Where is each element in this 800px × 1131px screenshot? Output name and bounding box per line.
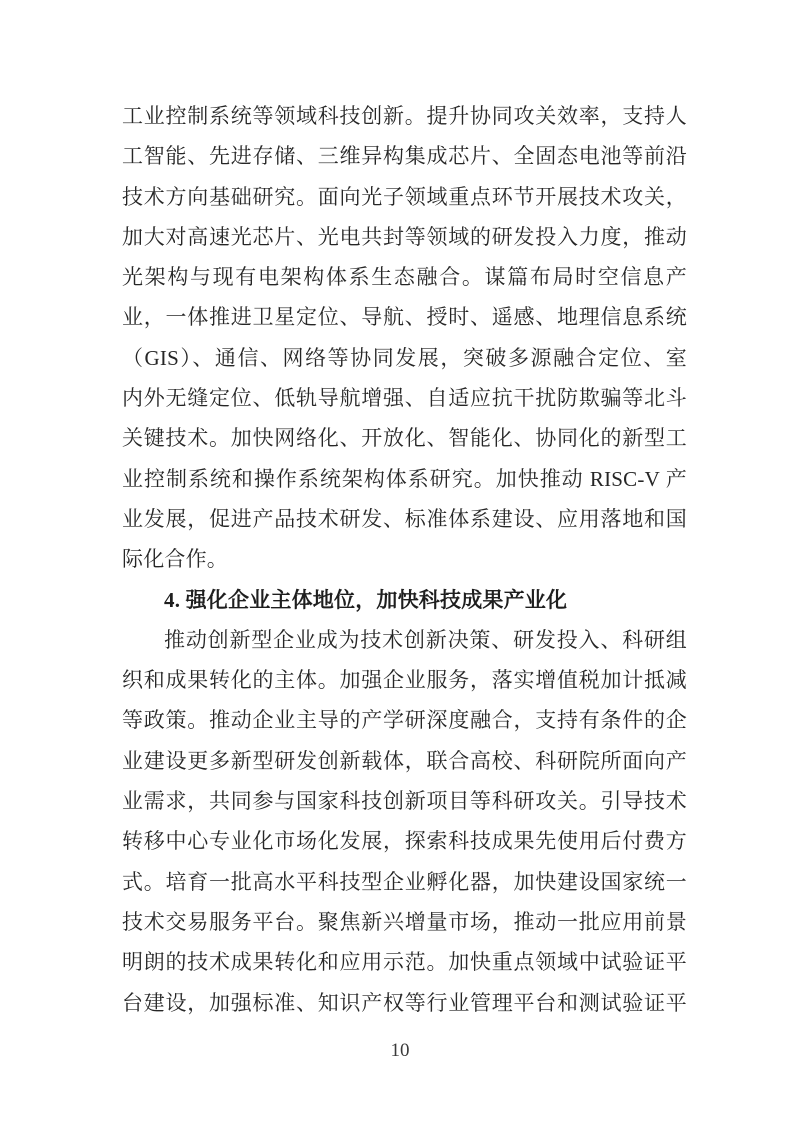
text-line: 织和成果转化的主体。加强企业服务，落实增值税加计抵减 xyxy=(122,668,687,693)
text-line: 业控制系统和操作系统架构体系研究。加快推动 RISC-V 产 xyxy=(122,466,687,491)
text-line: 际化合作。 xyxy=(122,547,228,572)
text-line: 业建设更多新型研发创新载体，联合高校、科研院所面向产 xyxy=(122,748,687,773)
text-line: 台建设，加强标准、知识产权等行业管理平台和测试验证平 xyxy=(122,990,687,1015)
page-number: 10 xyxy=(390,1040,410,1061)
text-line: 业发展，促进产品技术研发、标准体系建设、应用落地和国 xyxy=(122,506,687,531)
text-line: 等政策。推动企业主导的产学研深度融合，支持有条件的企 xyxy=(122,708,687,733)
text-line: 工业控制系统等领域科技创新。提升协同攻关效率，支持人 xyxy=(122,104,687,128)
text-line: 加大对高速光芯片、光电共封等领域的研发投入力度，推动 xyxy=(122,224,687,249)
section-heading: 4. 强化企业主体地位，加快科技成果产业化 xyxy=(164,587,568,612)
text-line: 业需求，共同参与国家科技创新项目等科研攻关。引导技术 xyxy=(122,789,687,814)
text-line: 转移中心专业化市场化发展，探索科技成果先使用后付费方 xyxy=(122,829,687,854)
text-line: 工智能、先进存储、三维异构集成芯片、全固态电池等前沿 xyxy=(122,144,687,169)
text-line: 推动创新型企业成为技术创新决策、研发投入、科研组 xyxy=(164,627,687,652)
text-line: 内外无缝定位、低轨导航增强、自适应抗干扰防欺骗等北斗 xyxy=(122,386,687,411)
text-line: （GIS）、通信、网络等协同发展，突破多源融合定位、室 xyxy=(122,345,687,370)
text-line: 关键技术。加快网络化、开放化、智能化、协同化的新型工 xyxy=(122,426,687,451)
text-line: 技术方向基础研究。面向光子领域重点环节开展技术攻关， xyxy=(122,184,687,209)
text-line: 业，一体推进卫星定位、导航、授时、遥感、地理信息系统 xyxy=(122,305,687,330)
document-text-block xyxy=(122,96,687,1023)
text-line: 技术交易服务平台。聚焦新兴增量市场，推动一批应用前景 xyxy=(122,909,687,934)
text-line: 光架构与现有电架构体系生态融合。谋篇布局时空信息产 xyxy=(122,265,687,290)
text-line: 明朗的技术成果转化和应用示范。加快重点领域中试验证平 xyxy=(122,950,687,975)
text-line: 式。培育一批高水平科技型企业孵化器，加快建设国家统一 xyxy=(122,869,687,894)
